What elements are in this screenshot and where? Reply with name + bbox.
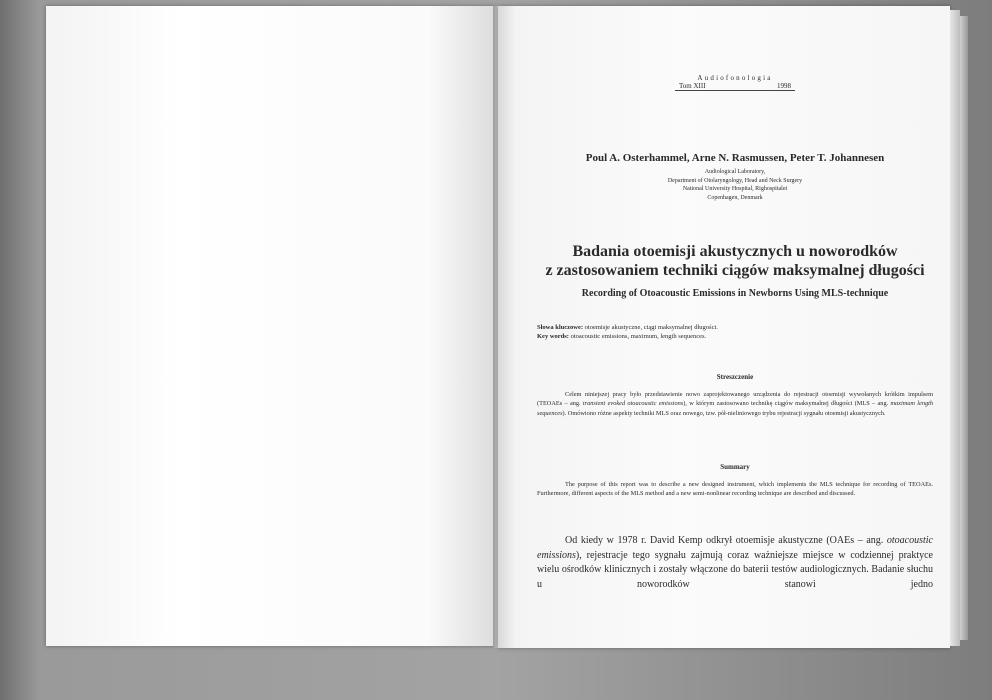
left-blank-page	[46, 6, 496, 646]
keywords	[537, 323, 937, 341]
streszczenie-term: maximum length sequences	[537, 400, 934, 417]
summary-paragraph: The purpose of this report was to describe a new designed instrument, which implements the MLS technique for recording of TEOAEs. Furthermore, different aspects of the MLS method and a new semi-nonlinear recording technique are described and discussed.	[537, 481, 933, 498]
title-polish	[535, 242, 935, 280]
page-edge	[950, 10, 960, 646]
streszczenie-term: transient evoked otoacoustic emissions	[582, 400, 684, 408]
affiliation-line: Audiological Laboratory,	[704, 169, 766, 175]
journal-name: Audiofonologia	[697, 74, 773, 82]
authors: Poul A. Osterhammel, Arne N. Rasmussen, Peter T. Johannesen	[585, 152, 885, 164]
streszczenie-text: ). Omówiono różne aspekty techniki MLS oraz nowego, tzw. pół-nieliniowego trybu rejestracji sygnału otoemisji akustycznych.	[562, 409, 886, 417]
keywords-polish-text: otoemisje akustyczne, ciągi maksymalnej długości.	[584, 324, 718, 331]
body-text-span: ), rejestracje tego sygnału zajmują coraz ważniejsze miejsce w codziennej praktyce wielu ośrodków klinicznych i zostały włączone do baterii testów audiologicznych. Badanie słuchu u noworodków stanowi jedno	[537, 549, 933, 590]
summary-heading: Summary	[720, 463, 750, 471]
affiliation	[535, 168, 935, 202]
affiliation-line: Department of Otolaryngology, Head and Neck Surgery	[667, 177, 803, 184]
summary-abstract	[537, 480, 933, 499]
journal-header	[675, 74, 795, 91]
journal-volume-line	[675, 82, 795, 91]
affiliation-line: Copenhagen, Denmark	[707, 194, 763, 201]
streszczenie-abstract	[537, 390, 933, 418]
streszczenie-text: Celem niniejszej pracy było przedstawienie nowo zaprojektowanego urządzenia do rejestracji otoemisji wywołanych krótkim impulsem (TEOAEs – ang.	[537, 391, 933, 408]
page-edge	[960, 16, 968, 640]
streszczenie-heading: Streszczenie	[716, 373, 754, 381]
body-term: otoacoustic emissions	[537, 535, 933, 561]
body-paragraph	[537, 534, 933, 592]
title-english: Recording of Otoacoustic Emissions in Newborns Using MLS-technique	[581, 288, 889, 299]
body-text-span: Od kiedy w 1978 r. David Kemp odkrył otoemisje akustyczne (OAEs – ang.	[565, 535, 887, 546]
body-text	[537, 534, 933, 592]
journal-volume: Tom XIII	[679, 82, 706, 90]
keywords-english	[537, 332, 937, 341]
keywords-english-label: Key words:	[537, 333, 569, 340]
streszczenie-text: ), w którym zastosowano technikę ciągów maksymalnej długości (MLS – ang.	[683, 400, 891, 408]
journal-year: 1998	[777, 82, 791, 90]
title-polish-line: Badania otoemisji akustycznych u noworodków	[572, 243, 898, 260]
title-polish-line: z zastosowaniem techniki ciągów maksymalnej długości	[545, 262, 925, 279]
streszczenie-paragraph	[537, 390, 933, 418]
keywords-polish	[537, 323, 937, 332]
keywords-polish-label: Słowa kluczowe:	[537, 324, 584, 331]
keywords-english-text: otoacoustic emissions, maximum, length sequences.	[570, 333, 707, 340]
affiliation-line: National University Hospital, Righospitalet	[682, 186, 788, 192]
